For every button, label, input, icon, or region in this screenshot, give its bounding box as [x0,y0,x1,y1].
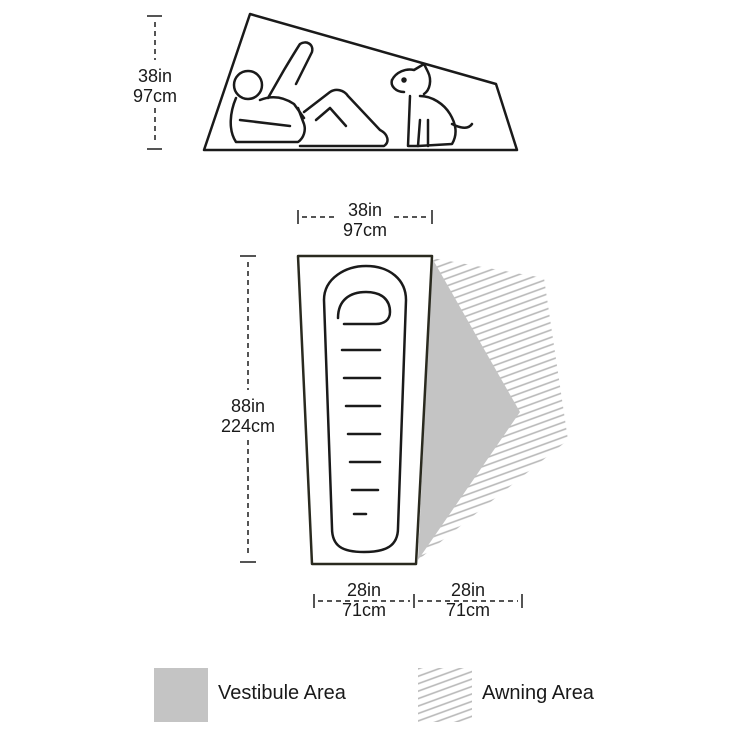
floor-width-metric: 97cm [342,220,387,240]
legend-vestibule-label: Vestibule Area [218,682,346,704]
profile-height-metric: 97cm [132,86,177,106]
floor-length-metric: 224cm [220,416,276,436]
floor-plan [240,210,568,608]
vestibule-depth-imperial: 28in [450,580,486,600]
floor-width-label [330,200,400,240]
side-profile [147,14,517,150]
dog-figure [392,64,472,146]
vestibule-depth-metric: 71cm [445,600,490,620]
floor-width-imperial: 38in [347,200,383,220]
foot-width-metric: 71cm [341,600,386,620]
profile-height-imperial: 38in [137,66,173,86]
profile-height-label [124,66,186,106]
foot-width-label [330,580,398,620]
vestibule-depth-label [434,580,502,620]
legend-awning-label: Awning Area [482,682,594,704]
foot-width-imperial: 28in [346,580,382,600]
tent-floor-outline [298,256,432,564]
tent-profile-outline [204,14,517,150]
floor-length-imperial: 88in [230,396,266,416]
legend-vestibule-swatch [154,668,208,722]
floor-length-label [208,396,288,436]
person-figure [231,42,388,146]
legend-awning-swatch [418,668,472,722]
